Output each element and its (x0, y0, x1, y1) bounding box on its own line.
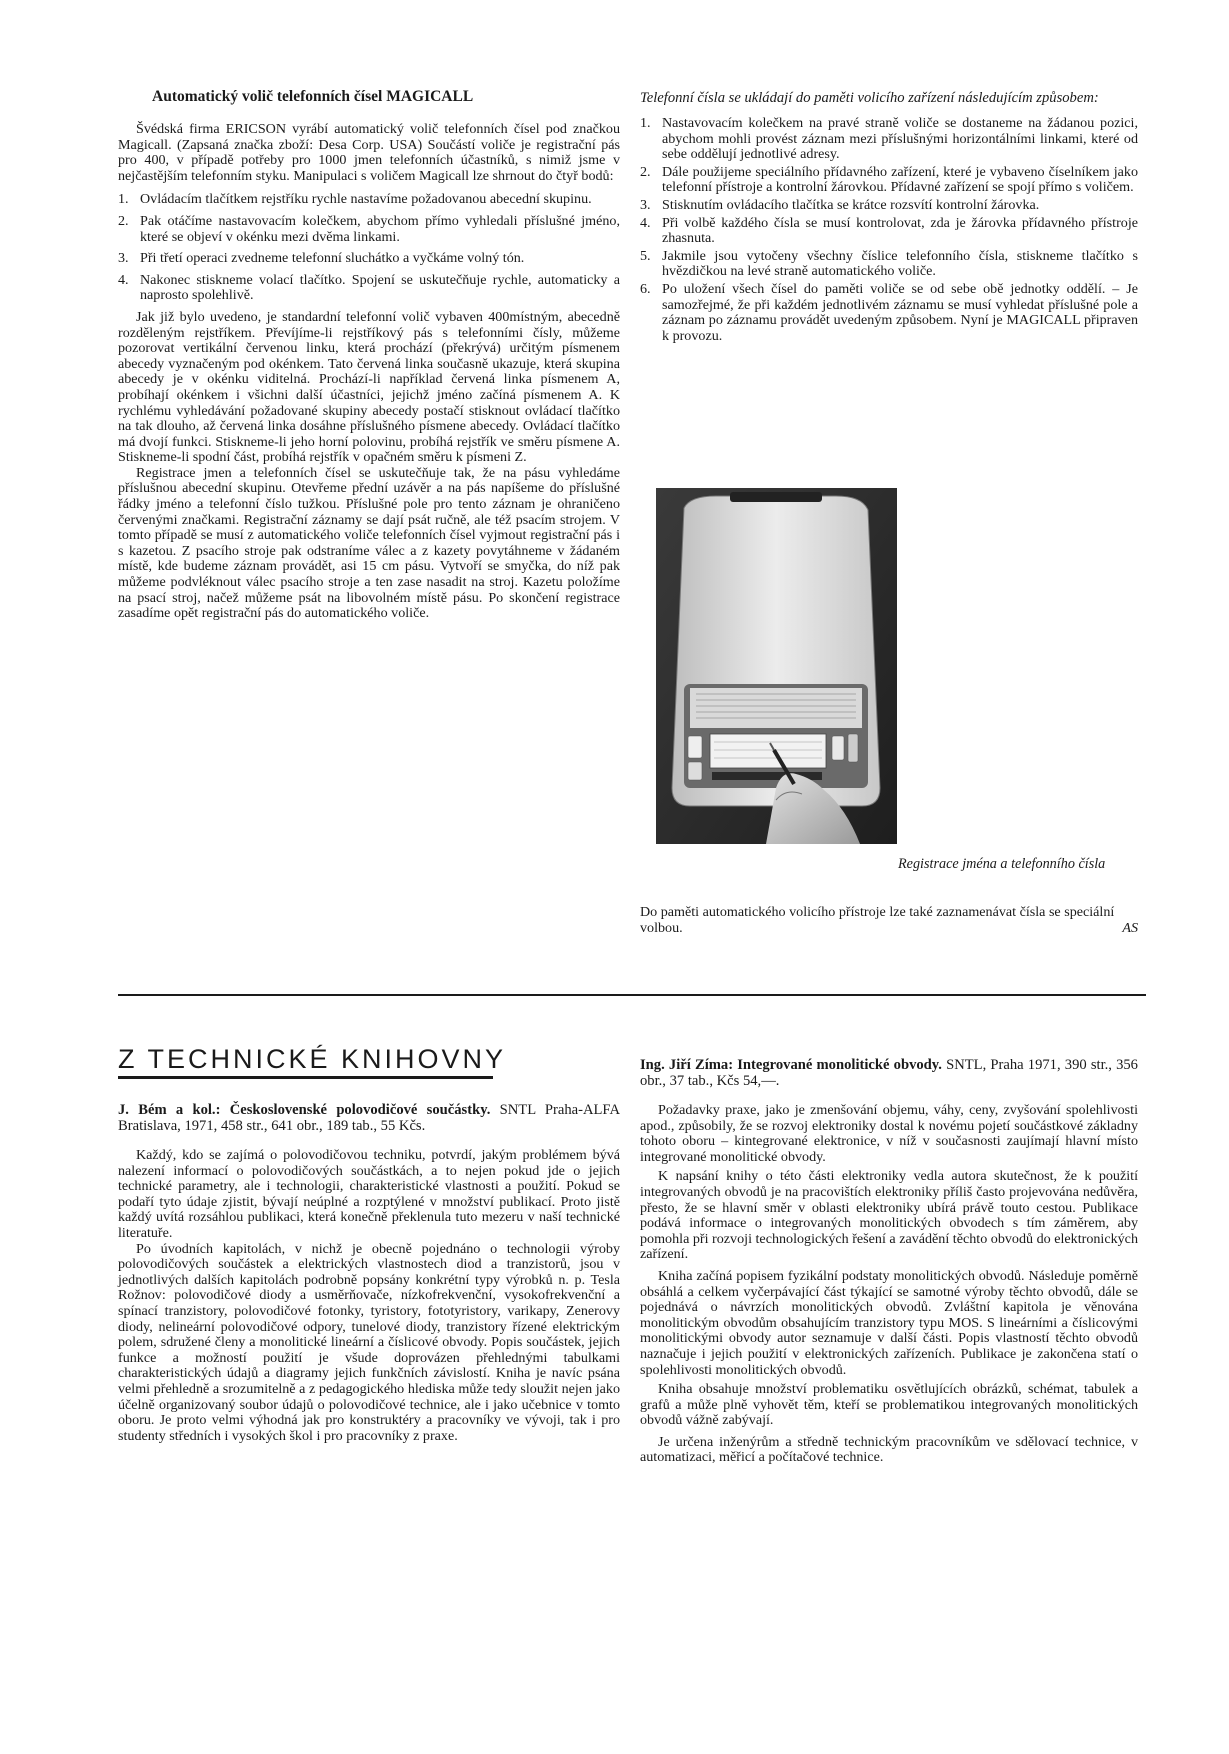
photo-note-text: Do paměti automatického volicího přístroje lze také zaznamenávat čísla se speciální volbou. (640, 904, 1115, 936)
article-paragraph: Jak již bylo uvedeno, je standardní telefonní volič vybaven 400místným, abecedně rozděleným rejstříkem. Převíjíme-li rejstříkový pás s telefonními čísly, můžeme pozorovat vertikální červenou linku, která prochází (překrývá) určitým písmenem abecedy vyznačeným pod okénkem. Tato červená linka současně ukazuje, která skupina abecedy je v okénku viditelná. Prochází-li například červená linka písmenem A, probíhají okénkem i všichni další účastníci, jejichž jméno začíná písmenem A. K rychlému vyhledávání požadované skupiny abecedy postačí stisknout ovládací tlačítko na tak dlouho, až červená linka dosáhne příslušného písmene abecedy. Ovládací tlačítko má dvojí funkci. Stiskneme-li jeho horní polovinu, probíhá rejstřík ve směru písmene A. Stiskneme-li spodní část, probíhá rejstřík v opačném směru k písmeni Z. (118, 308, 620, 466)
book-meta: SNTL, Praha 1971, 390 str., 356 obr., 37 tab., Kčs 54,—. (640, 1057, 1138, 1089)
review-paragraph: Je určena inženýrům a středně technickým pracovníkům ve sdělovací technice, v automatizaci, měřicí a počítačové technice. (640, 1433, 1138, 1466)
article-title: Automatický volič telefonních čísel MAGICALL (152, 88, 474, 105)
book-review-heading (118, 1102, 620, 1134)
book-authors: Ing. Jiří Zíma: (640, 1057, 734, 1073)
book-review-heading (640, 1057, 1138, 1089)
review-paragraph: Požadavky praxe, jako je zmenšování objemu, váhy, ceny, zvyšování spolehlivosti apod., způsobily, že se rozvoj elektroniky dostal k novému pojetí součástkové základny tohoto oboru – kintegrované elektronice, v níž v současnosti zaujímají hlavní místo integrované monolitické obvody. (640, 1102, 1138, 1165)
review-paragraph: Po úvodních kapitolách, v nichž je obecně pojednáno o technologii výroby polovodičových součástek a elektrických vlastnostech diod a tranzistorů, jsou v jednotlivých dalších kapitolách podrobně popsány konkrétní typy výrobků n. p. Tesla Rožnov: polovodičové diody a usměrňovače, nízkofrekvenční, vysokofrekvenční a spínací tranzistory, polovodičové fotonky, tyristory, fototyristory, varikapy, Zenerovy diody, nelineární polovodičové odpory, tunelové diody, tranzistory řízené elektrickým polem, sdružené členy a monolitické lineární a číslicové obvody. Popis součástek, jejich funkce a možností použití je všude doprovázen přehlednými tabulkami charakteristických údajů a diagramy jejich funkčních závislostí. Kniha je navíc psána velmi přehledně a srozumitelně a z pedagogického hlediska může tedy sloužit nejen jako účelně organizovaný soubor údajů o polovodičové technice, ale i jako učebnice v tomto oboru. Je proto velmi výhodná jak pro konstruktéry a pracovníky ve vývoji, tak i pro studenty středních i vysokých škol i pro pracovníky z praxe. (118, 1240, 620, 1444)
book-review-1 (118, 1102, 620, 1444)
article-right-column (640, 90, 1138, 344)
author-signature: AS (1122, 920, 1138, 936)
list-item: 2. Pak otáčíme nastavovacím kolečkem, abychom přímo vyhledali příslušné jméno, které se objeví v okénku mezi dvěma linkami. (118, 212, 620, 245)
usage-steps-list (118, 192, 620, 304)
list-item: 2. Dále použijeme speciálního přídavného zařízení, které je vybaveno číselníkem jako telefonní přístroje a kontrolní žárovkou. Přídavné zařízení se spojí přímo s voličem. (640, 163, 1138, 196)
book-title: Integrované monolitické obvody. (737, 1057, 942, 1073)
book-title: Československé polovodičové součástky. (229, 1102, 491, 1118)
magicall-device-photo (656, 488, 897, 844)
photo-note (640, 904, 1138, 936)
section-divider (118, 994, 1146, 996)
list-item: 4. Při volbě každého čísla se musí kontrolovat, zda je žárovka přídavného přístroje zhasnuta. (640, 214, 1138, 247)
list-item: 6. Po uložení všech čísel do paměti voliče se od sebe obě jednotky oddělí. – Je samozřejmé, že při každém jednotlivém záznamu se musí vyhledat příslušné pole a záznam po záznamu provádět uvedeným způsobem. Nyní je MAGICALL připraven k provozu. (640, 280, 1138, 344)
article-intro: Švédská firma ERICSON vyrábí automatický volič telefonních čísel pod značkou Magicall. (Zapsaná značka zboží: Desa Corp. USA) Součástí voliče je registrační pás pro 400, v případě potřeby pro 1000 jmen telefonních účastníků, s nimiž jsme v nejčastějším telefonním styku. Manipulaci s voličem Magicall lze shrnout do čtyř bodů: (118, 121, 620, 184)
section-title: Z TECHNICKÉ KNIHOVNY (118, 1044, 493, 1079)
review-paragraph: K napsání knihy o této části elektroniky vedla autora skutečnost, že k použití integrovaných obvodů je na pracovištích elektroniky příliš často projevována nedůvěra, přesto, že se hlavní směr v oblasti elektroniky ubírá právě touto cestou. Publikace podává informace o integrovaných monolitických obvodech s tím záměrem, aby pomohla při rozvoji technologických řešení a zavádění těchto obvodů do elektronických zařízení. (640, 1168, 1138, 1263)
list-item: 4. Nakonec stiskneme volací tlačítko. Spojení se uskutečňuje rychle, automaticky a naprosto spolehlivě. (118, 271, 620, 304)
review-paragraph: Každý, kdo se zajímá o polovodičovou techniku, potvrdí, jakým problémem bývá nalezení informací o polovodičových součástkách, a to nejen pokud jde o jejich technické parametry, ale i technologii, charakteristické vlastnosti a použití. Pokud se podaří tyto údaje zjistit, bývají neúplné a rozptýlené v množství publikací. Proto jistě každý uvítá rozsáhlou publikaci, která konečně překlenula tuto mezeru v naší technické literatuře. (118, 1147, 620, 1241)
storage-steps-list (640, 116, 1138, 344)
book-meta: SNTL Praha-ALFA Bratislava, 1971, 458 str., 641 obr., 189 tab., 55 Kčs. (118, 1102, 620, 1134)
book-review-2 (640, 1057, 1138, 1466)
article-left-column (118, 88, 620, 622)
list-item: 1. Ovládacím tlačítkem rejstříku rychle nastavíme požadovanou abecední skupinu. (118, 191, 592, 208)
storage-procedure-heading: Telefonní čísla se ukládají do paměti volicího zařízení následujícím způsobem: (640, 90, 1099, 106)
photo-caption: Registrace jména a telefonního čísla (898, 856, 1106, 872)
list-item: 1. Nastavovacím kolečkem na pravé straně voliče se dostaneme na žádanou pozici, abychom mohli provést záznam mezi příslušnými horizontálními linkami, které od sebe oddělují jednotlivé adresy. (640, 115, 1138, 163)
book-authors: J. Bém a kol.: (118, 1102, 221, 1118)
list-item: 3. Stisknutím ovládacího tlačítka se krátce rozsvítí kontrolní žárovka. (640, 196, 1040, 213)
article-paragraph: Registrace jmen a telefonních čísel se uskutečňuje tak, že na pásu vyhledáme příslušnou abecední skupinu. Otevřeme přední uzávěr a na pás napíšeme do příslušné řádky jméno a telefonní číslo tužkou. Příslušné pole pro tento záznam je ohraničeno červenými značkami. Registrační záznamy se dají psát ručně, ale též psacím strojem. V tomto případě se musí z automatického voliče telefonních čísel vyjmout registrační pás i s kazetou. Z psacího stroje pak odstraníme válec a z kazety povytáhneme v žádaném místě, kde budeme záznam provádět, asi 15 cm pásu. Vytvoří se smyčka, do níž pak můžeme podvléknout válec psacího stroje a ten zase nasadit na stroj. Kazetu položíme na psací stroj, načež můžeme psát na libovolném místě pásu. Po skončení registrace zasadíme opět registrační pás do automatického voliče. (118, 464, 620, 622)
list-item: 5. Jakmile jsou vytočeny všechny číslice telefonního čísla, stiskneme tlačítko s hvězdičkou na levé straně automatického voliče. (640, 247, 1138, 280)
list-item: 3. Při třetí operaci zvedneme telefonní sluchátko a vyčkáme volný tón. (118, 250, 525, 267)
review-paragraph: Kniha obsahuje množství problematiku osvětlujících obrázků, schémat, tabulek a grafů a může plně vyhovět těm, kteří se problematikou integrovaných monolitických obvodů vážně zabývají. (640, 1381, 1138, 1429)
review-paragraph: Kniha začíná popisem fyzikální podstaty monolitických obvodů. Následuje poměrně obsáhlá a celkem vyčerpávající část týkající se samotné výroby těchto obvodů, dále se pojednává o návrzích monolitických obvodů. Zvláštní kapitola je věnována monolitickým obvodům obsahujícím tranzistory typu MOS. S lineárními a číslicovými monolitickými obvody autor seznamuje v další části. Popis vlastností těchto obvodů naznačuje i jejich použití v elektronických zařízeních. Publikace je zakončena statí o spolehlivosti monolitických obvodů. (640, 1267, 1138, 1378)
